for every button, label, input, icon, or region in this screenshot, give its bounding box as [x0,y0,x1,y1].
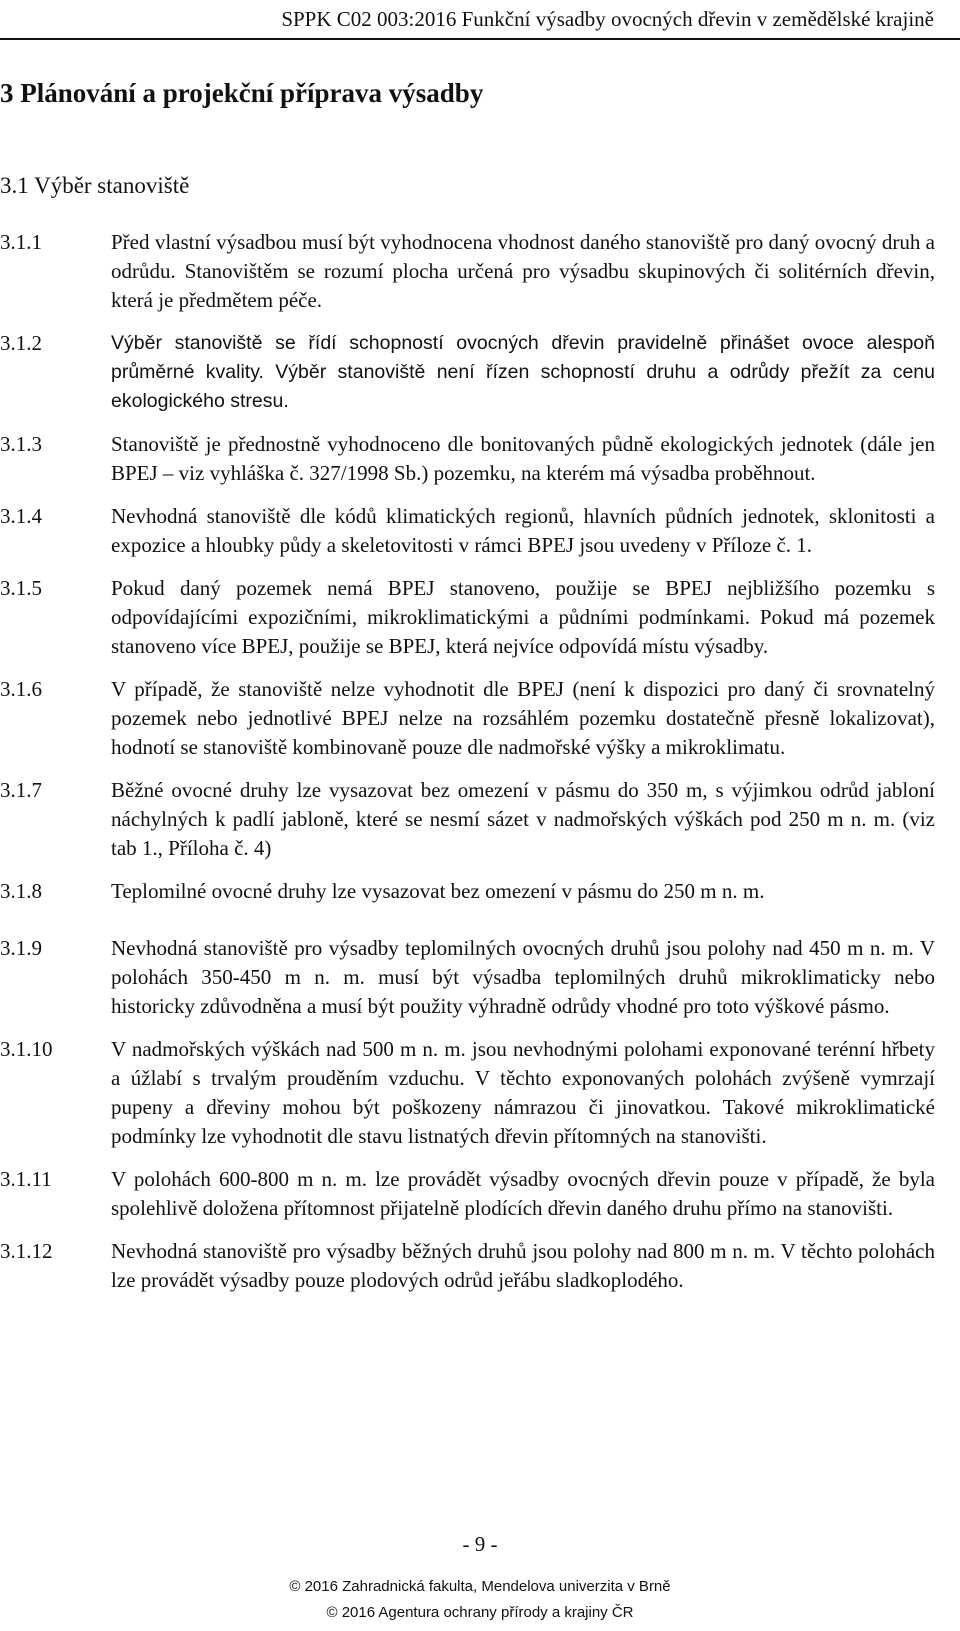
item-text: Nevhodná stanoviště pro výsadby běžných druhů jsou polohy nad 800 m n. m. V těchto polohách lze provádět výsadby pouze plodových odrůd jeřábu sladkoplodého. [111,1239,935,1292]
footer-line-agency: © 2016 Agentura ochrany přírody a krajiny ČR [326,1604,634,1621]
list-item [0,329,935,416]
item-number: 3.1.6 [0,677,42,701]
list-item [0,228,935,315]
item-text: Před vlastní výsadbou musí být vyhodnocena vhodnost daného stanoviště pro daný ovocný druh a odrůdu. Stanovištěm se rozumí plocha určená pro výsadbu skupinových či solitérních dřevin, která je předmětem péče. [111,230,935,312]
item-number: 3.1.4 [0,504,42,528]
list-item [0,1165,935,1223]
item-text: Nevhodná stanoviště dle kódů klimatických regionů, hlavních půdních jednotek, sklonitosti a expozice a hloubky půdy a skeletovitosti v rámci BPEJ jsou uvedeny v Příloze č. 1. [111,504,935,557]
list-item [0,1035,935,1151]
item-number: 3.1.11 [0,1167,52,1191]
running-header: SPPK C02 003:2016 Funkční výsadby ovocných dřevin v zemědělské krajině [281,7,934,31]
item-text: V polohách 600-800 m n. m. lze provádět výsadby ovocných dřevin pouze v případě, že byla spolehlivě doložena přítomnost přijatelně plodících dřevin daného druhu přímo na stanovišti. [111,1167,935,1220]
footer-line-faculty: © 2016 Zahradnická fakulta, Mendelova univerzita v Brně [289,1578,671,1595]
list-item [0,574,935,661]
item-text: V nadmořských výškách nad 500 m n. m. jsou nevhodnými polohami exponované terénní hřbety a úžlabí s trvalým prouděním vzduchu. V těchto exponovaných polohách zvýšeně vymrzají pupeny a dřeviny mohou být poškozeny námrazou či jinovatkou. Takové mikroklimatické podmínky lze vyhodnotit dle stavu listnatých dřevin přítomných na stanovišti. [111,1037,935,1148]
item-text: Pokud daný pozemek nemá BPEJ stanoveno, použije se BPEJ nejbližšího pozemku s odpovídajícími expozičními, mikroklimatickými a půdními podmínkami. Pokud má pozemek stanoveno více BPEJ, použije se BPEJ, která nejvíce odpovídá místu výsadby. [111,576,935,658]
item-number: 3.1.8 [0,879,42,903]
item-number: 3.1.1 [0,230,42,254]
item-number: 3.1.10 [0,1037,53,1061]
item-text: Běžné ovocné druhy lze vysazovat bez omezení v pásmu do 350 m, s výjimkou odrůd jabloní náchylných k padlí jabloně, které se nesmí sázet v nadmořských výškách pod 250 m n. m. (viz tab 1., Příloha č. 4) [111,778,935,860]
chapter-heading: 3 Plánování a projekční příprava výsadby [0,78,484,108]
item-number: 3.1.12 [0,1239,53,1263]
item-text: Výběr stanoviště se řídí schopností ovocných dřevin pravidelně přinášet ovoce alespoň průměrné kvality. Výběr stanoviště není řízen schopností druhu a odrůdy přežít za cenu ekologického stresu. [111,332,935,412]
page-number: - 9 - [462,1532,498,1556]
list-item [0,1237,935,1295]
item-text: V případě, že stanoviště nelze vyhodnotit dle BPEJ (není k dispozici pro daný či srovnatelný pozemek nebo jednotlivé BPEJ nelze na rozsáhlém pozemku dostatečně přesně lokalizovat), hodnotí se stanoviště kombinovaně pouze dle nadmořské výšky a mikroklimatu. [111,677,935,759]
list-item [0,934,935,1021]
item-text: Stanoviště je přednostně vyhodnoceno dle bonitovaných půdně ekologických jednotek (dále jen BPEJ – viz vyhláška č. 327/1998 Sb.) pozemku, na kterém má výsadba proběhnout. [111,432,935,485]
list-item [0,877,935,906]
item-text: Teplomilné ovocné druhy lze vysazovat bez omezení v pásmu do 250 m n. m. [111,879,765,903]
item-number: 3.1.7 [0,778,42,802]
item-number: 3.1.5 [0,576,42,600]
footer [0,1574,960,1626]
section-heading: 3.1 Výběr stanoviště [0,173,190,198]
list-item [0,675,935,762]
numbered-paragraphs [0,228,935,1295]
header-rule [0,38,960,40]
item-number: 3.1.3 [0,432,42,456]
item-number: 3.1.9 [0,936,42,960]
item-number: 3.1.2 [0,331,42,355]
list-item [0,776,935,863]
list-item [0,430,935,488]
list-item [0,502,935,560]
item-text: Nevhodná stanoviště pro výsadby teplomilných ovocných druhů jsou polohy nad 450 m n. m. V polohách 350-450 m n. m. musí být výsadba teplomilných druhů mikroklimaticky nebo historicky zdůvodněna a musí být použity výhradně odrůdy vhodné pro toto výškové pásmo. [111,936,935,1018]
